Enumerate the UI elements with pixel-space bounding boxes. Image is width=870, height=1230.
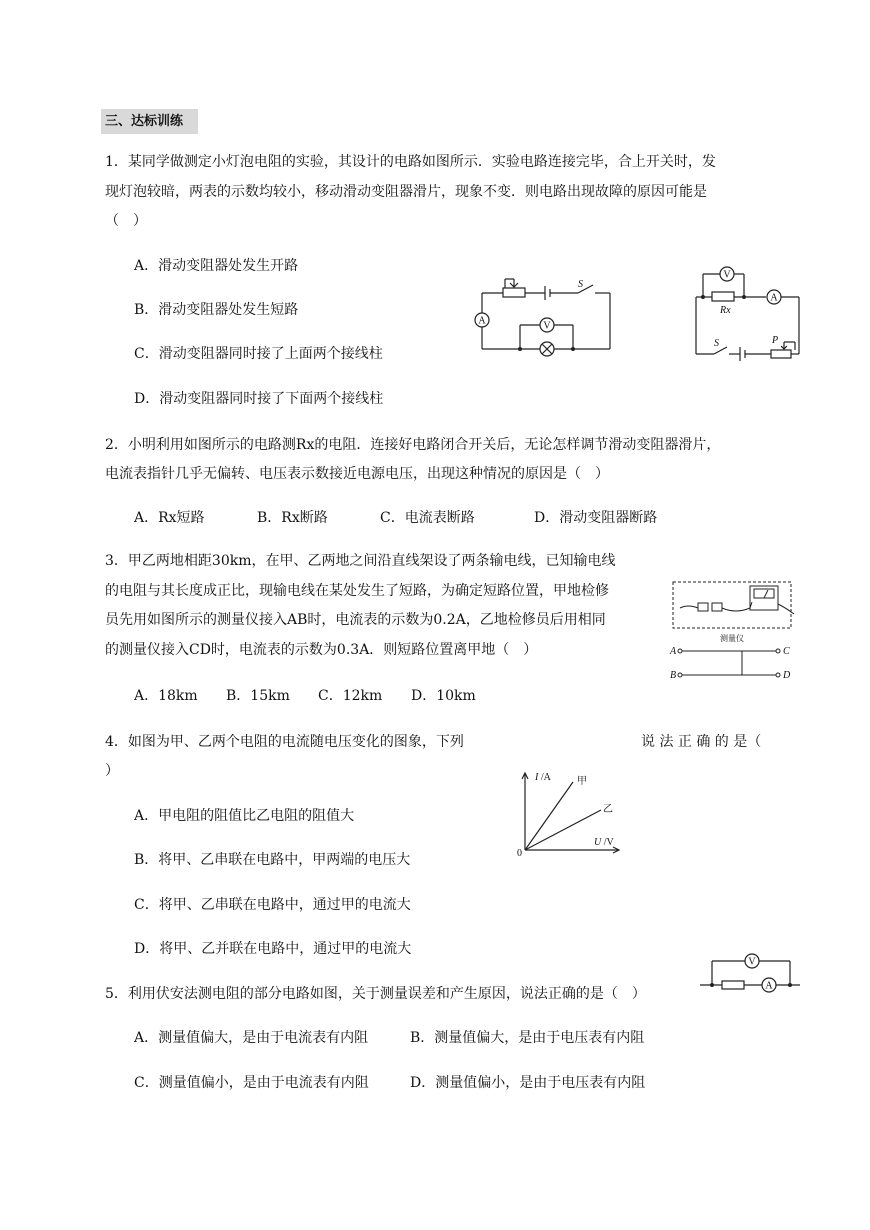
q2-circuit-diagram bbox=[680, 262, 810, 362]
terminal-c-label: C bbox=[783, 646, 790, 657]
terminal-d-label: D bbox=[783, 670, 791, 681]
q3-option-d: D．10km bbox=[411, 688, 476, 704]
switch-label: S bbox=[714, 338, 719, 349]
q3-text-line3: 员先用如图所示的测量仪接入AB时，电流表的示数为0.2A，乙地检修员后用相同 bbox=[105, 612, 606, 628]
switch-label: S bbox=[578, 279, 583, 290]
q1-option-b: B．滑动变阻器处发生短路 bbox=[134, 302, 299, 318]
q3-text-line4: 的测量仪接入CD时，电流表的示数为0.3A．则短路位置离甲地（ ） bbox=[105, 642, 538, 658]
q5-voltammetry-circuit bbox=[700, 950, 810, 996]
q3-option-a: A．18km bbox=[134, 688, 198, 704]
q2-option-d: D．滑动变阻器断路 bbox=[534, 510, 658, 526]
q4-text-line1b: 说 法 正 确 的 是（ bbox=[641, 734, 762, 750]
connector-plug bbox=[698, 603, 708, 611]
q1-option-a: A．滑动变阻器处发生开路 bbox=[134, 258, 299, 274]
terminal-a-label: A bbox=[670, 646, 677, 657]
ammeter-label: A bbox=[765, 980, 773, 992]
series-yi-label: 乙 bbox=[603, 804, 613, 815]
q5-text-line1: 5．利用伏安法测电阻的部分电路如图，关于测量误差和产生原因，说法正确的是（ ） bbox=[105, 986, 646, 1002]
q1-text-line2: 现灯泡较暗，两表的示数均较小，移动滑动变阻器滑片，现象不变．则电路出现故障的原因可能是 bbox=[105, 184, 707, 200]
q4-option-d: D．将甲、乙并联在电路中，通过甲的电流大 bbox=[134, 941, 412, 957]
q5-option-c: C．测量值偏小，是由于电流表有内阻 bbox=[134, 1075, 369, 1091]
q1-circuit-diagram bbox=[465, 265, 625, 365]
q4-option-c: C．将甲、乙串联在电路中，通过甲的电流大 bbox=[134, 897, 411, 913]
q4-text-line1a: 4．如图为甲、乙两个电阻的电流随电压变化的图象，下列 bbox=[105, 734, 464, 750]
q3-text-line1: 3．甲乙两地相距30km，在甲、乙两地之间沿直线架设了两条输电线，已知输电线 bbox=[105, 553, 616, 569]
resistor-symbol bbox=[722, 981, 744, 989]
q4-option-b: B．将甲、乙串联在电路中，甲两端的电压大 bbox=[134, 852, 411, 868]
q1-option-d: D．滑动变阻器同时接了下面两个接线柱 bbox=[134, 391, 384, 407]
q2-option-b: B．Rx断路 bbox=[257, 510, 328, 526]
q4-text-line2: ） bbox=[105, 763, 119, 779]
ammeter-label: A bbox=[478, 315, 486, 327]
voltmeter-label: V bbox=[543, 320, 551, 332]
line-jia bbox=[525, 782, 573, 850]
rx-resistor bbox=[712, 292, 734, 301]
q2-option-a: A．Rx短路 bbox=[134, 510, 205, 526]
q5-option-b: B．测量值偏大，是由于电压表有内阻 bbox=[410, 1030, 645, 1046]
q2-text-line1: 2．小明利用如图所示的电路测Rx的电阻．连接好电路闭合开关后，无论怎样调节滑动变阻器滑片， bbox=[105, 437, 721, 453]
q4-iu-graph bbox=[515, 768, 625, 860]
q2-option-c: C．电流表断路 bbox=[380, 510, 475, 526]
rheostat-symbol bbox=[771, 350, 791, 358]
q2-text-line2: 电流表指针几乎无偏转、电压表示数接近电源电压，出现这种情况的原因是（ ） bbox=[105, 466, 609, 482]
q1-text-line3: （ ） bbox=[105, 213, 147, 229]
rheostat-symbol bbox=[503, 288, 525, 297]
line-yi bbox=[525, 810, 601, 850]
q1-text-line1: 1．某同学做测定小灯泡电阻的实验，其设计的电路如图所示．实验电路连接完毕，合上开关时，发 bbox=[105, 154, 716, 170]
slider-label: P bbox=[772, 335, 779, 346]
rx-label: Rx bbox=[720, 305, 731, 316]
instrument-label: 测量仪 bbox=[720, 634, 744, 643]
ammeter-label: A bbox=[770, 292, 778, 304]
q5-option-d: D．测量值偏小，是由于电压表有内阻 bbox=[410, 1075, 646, 1091]
voltmeter-label: V bbox=[748, 956, 756, 968]
q3-text-line2: 的电阻与其长度成正比，现输电线在某处发生了短路，为确定短路位置，甲地检修 bbox=[105, 583, 609, 599]
q4-option-a: A．甲电阻的阻值比乙电阻的阻值大 bbox=[134, 808, 355, 824]
q3-option-b: B．15km bbox=[226, 688, 290, 704]
q1-option-c: C．滑动变阻器同时接了上面两个接线柱 bbox=[134, 346, 383, 362]
q3-transmission-line-figure bbox=[668, 578, 798, 686]
origin-label: 0 bbox=[517, 848, 522, 859]
series-jia-label: 甲 bbox=[577, 776, 587, 787]
section-heading: 三、达标训练 bbox=[105, 114, 184, 129]
q5-option-a: A．测量值偏大，是由于电流表有内阻 bbox=[134, 1030, 369, 1046]
y-axis-label: I /A bbox=[535, 772, 551, 783]
voltmeter-label: V bbox=[723, 269, 731, 281]
q3-option-c: C．12km bbox=[318, 688, 383, 704]
x-axis-label: U /V bbox=[594, 837, 614, 848]
terminal-b-label: B bbox=[670, 670, 677, 681]
